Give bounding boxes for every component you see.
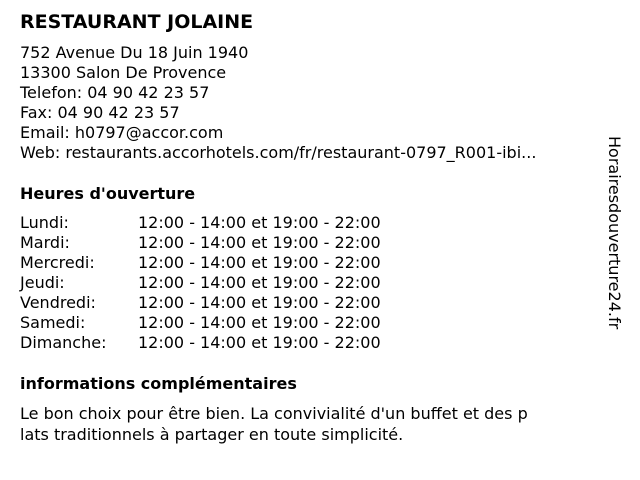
day-label: Mercredi: bbox=[20, 253, 95, 272]
fax: Fax: 04 90 42 23 57 bbox=[20, 103, 180, 122]
description-text: Le bon choix pour être bien. La convivialité d'un buffet et des p lats traditionnels à partager en toute simplicité. bbox=[20, 404, 528, 444]
hours-heading: Heures d'ouverture bbox=[20, 184, 196, 203]
day-hours: 12:00 - 14:00 et 19:00 - 22:00 bbox=[138, 233, 381, 252]
day-label: Mardi: bbox=[20, 233, 70, 252]
day-label: Dimanche: bbox=[20, 333, 107, 352]
day-hours: 12:00 - 14:00 et 19:00 - 22:00 bbox=[138, 313, 381, 332]
day-hours: 12:00 - 14:00 et 19:00 - 22:00 bbox=[138, 213, 381, 232]
website: Web: restaurants.accorhotels.com/fr/restaurant-0797_R001-ibi... bbox=[20, 143, 537, 162]
contact-block bbox=[20, 43, 536, 163]
restaurant-name: RESTAURANT JOLAINE bbox=[20, 11, 254, 33]
day-hours: 12:00 - 14:00 et 19:00 - 22:00 bbox=[138, 253, 381, 272]
day-label: Samedi: bbox=[20, 313, 86, 332]
day-hours: 12:00 - 14:00 et 19:00 - 22:00 bbox=[138, 333, 381, 352]
day-label: Jeudi: bbox=[20, 273, 65, 292]
watermark-text: Horairesdouverture24.fr bbox=[605, 136, 624, 330]
day-label: Vendredi: bbox=[20, 293, 96, 312]
day-label: Lundi: bbox=[20, 213, 69, 232]
address-line-2: 13300 Salon De Provence bbox=[20, 63, 227, 82]
phone: Telefon: 04 90 42 23 57 bbox=[20, 83, 210, 102]
address-line-1: 752 Avenue Du 18 Juin 1940 bbox=[20, 43, 249, 62]
day-hours: 12:00 - 14:00 et 19:00 - 22:00 bbox=[138, 273, 381, 292]
day-hours: 12:00 - 14:00 et 19:00 - 22:00 bbox=[138, 293, 381, 312]
info-heading: informations complémentaires bbox=[20, 374, 297, 393]
email: Email: h0797@accor.com bbox=[20, 123, 224, 142]
